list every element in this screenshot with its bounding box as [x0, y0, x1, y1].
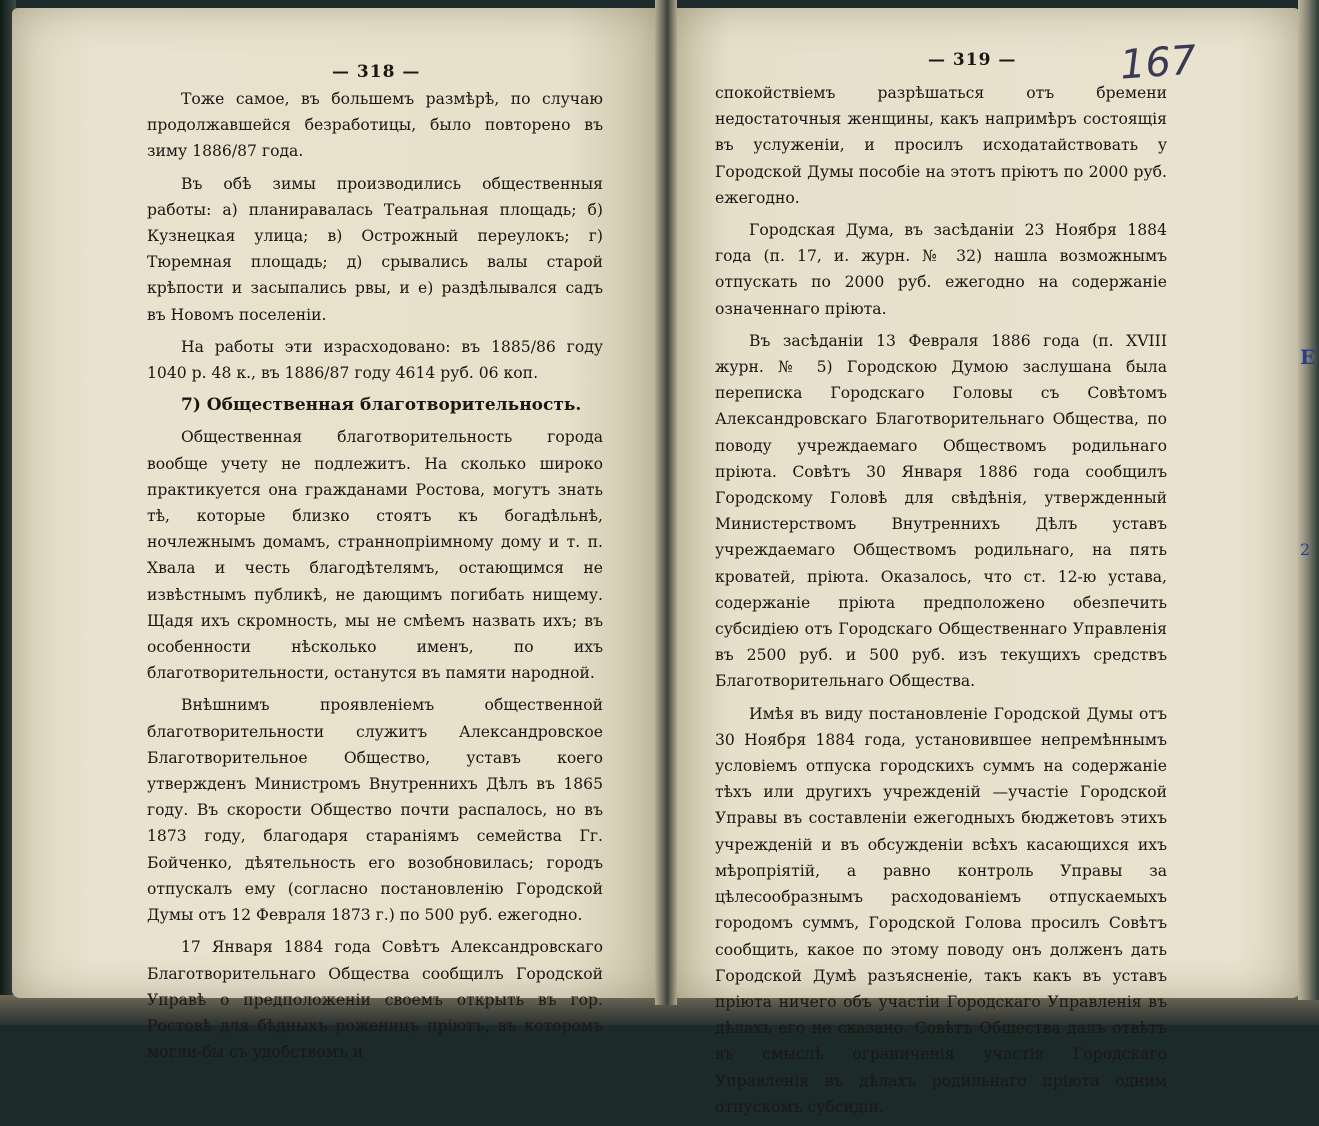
- paragraph: 17 Января 1884 года Совѣтъ Александровскаго Благотворительнаго Общества сообщилъ Городской Управѣ о предположеніи своемъ открыть въ гор. Ростовѣ для бѣдныхъ роженицъ пріютъ, въ которомъ могли-бы съ удобствомъ и: [147, 938, 603, 1062]
- page-edge-mark-2: 2: [1300, 540, 1311, 559]
- paragraph: Въ засѣданіи 13 Февраля 1886 года (п. XVIII журн. № 5) Городскою Думою заслушана была переписка Городскаго Головы съ Совѣтомъ Александровскаго Благотворительнаго Общества, по поводу учреждаемаго Обществомъ родильнаго пріюта. Совѣтъ 30 Января 1886 года сообщилъ Городскому Головѣ для свѣдѣнія, утвержденный Министерствомъ Внутреннихъ Дѣлъ уставъ учреждаемаго Обществомъ родильнаго, на пять кроватей, пріюта. Оказалось, что ст. 12-ю устава, содержаніе пріюта предположено обезпечить субсидіею отъ Городскаго Общественнаго Управленія въ 2500 руб. и 500 руб. изъ текущихъ средствъ Благотворительнаго Общества.: [715, 331, 1167, 691]
- paragraph: Имѣя въ виду постановленіе Городской Думы отъ 30 Ноября 1884 года, установившее непремѣннымъ условіемъ отпуска городскихъ суммъ на содержаніе тѣхъ или другихъ учрежденій —участіе Городской Управы въ составленіи ежегодныхъ бюджетовъ этихъ учрежденій и въ обсужденіи всѣхъ касающихся ихъ мѣропріятій, а равно контроль Управы за цѣлесообразнымъ расходованіемъ отпускаемыхъ городомъ суммъ, Городской Голова просилъ Совѣтъ сообщить, какое по этому поводу онъ долженъ дать Городской Думѣ разъясненіе, такъ какъ въ уставъ пріюта ничего объ участіи Городскаго Управленія въ дѣлахъ его не сказано. Совѣтъ Общества далъ отвѣтъ въ смыслѣ ограниченія участія Городскаго Управленія въ дѣлахъ родильнаго пріюта одним отпускомъ субсидіи.: [715, 704, 1167, 1116]
- section-heading: 7) Общественная благотворительность.: [181, 395, 582, 416]
- page-edge-mark: Е: [1300, 345, 1316, 369]
- paragraph: Внѣшнимъ проявленіемъ общественной благотворительности служитъ Александровское Благотворительное Общество, уставъ коего утвержденъ Министромъ Внутреннихъ Дѣлъ въ 1865 году. Въ скорости Общество почти распалось, но въ 1873 году, благодаря стараніямъ семейства Гг. Бойченко, дѣятельность его возобновилась; городъ отпускалъ ему (согласно постановленію Городской Думы отъ 12 Февраля 1873 г.) по 500 руб. ежегодно.: [147, 696, 603, 925]
- page-number-right: — 319 —: [928, 50, 1017, 70]
- handwritten-folio-number: 167: [1118, 37, 1198, 89]
- right-page-text: [715, 80, 1167, 1126]
- book-gutter: [655, 0, 677, 1005]
- paragraph: Тоже самое, въ большемъ размѣрѣ, по случаю продолжавшейся безработицы, было повторено въ зиму 1886/87 года.: [147, 90, 603, 161]
- paragraph: спокойствіемъ разрѣшаться отъ бремени недостаточныя женщины, какъ напримѣръ состоящія въ услуженіи, и просилъ исходатайствовать у Городской Думы пособіе на этотъ пріютъ по 2000 руб. ежегодно.: [715, 84, 1167, 207]
- paragraph: Городская Дума, въ засѣданіи 23 Ноября 1884 года (п. 17, и. журн. № 32) нашла возможнымъ отпускать по 2000 руб. ежегодно на содержаніе означеннаго пріюта.: [715, 221, 1167, 318]
- paragraph: На работы эти израсходовано: въ 1885/86 году 1040 р. 48 к., въ 1886/87 году 4614 руб. 06 коп.: [147, 337, 603, 383]
- paragraph: Общественная благотворительность города вообще учету не подлежитъ. На сколько широко практикуется она гражданами Ростова, могутъ знать тѣ, которые близко стоятъ къ богадѣльнѣ, ночлежнымъ домамъ, страннопріимному дому и т. п. Хвала и честь благодѣтелямъ, остающимся не извѣстнымъ публикѣ, не дающимъ погибать нищему. Щадя ихъ скромность, мы не смѣемъ назвать ихъ; въ особенности нѣсколько именъ, по ихъ благотворительности, останутся въ памяти народной.: [147, 428, 603, 683]
- paragraph: Въ обѣ зимы производились общественныя работы: а) планиравалась Театральная площадь; б) Кузнецкая улица; в) Острожный переулокъ; г) Тюремная площадь; д) срывались валы старой крѣпости и засыпались рвы, и е) раздѣлывался садъ въ Новомъ поселеніи.: [147, 174, 603, 324]
- left-page-text: [147, 86, 603, 1071]
- book-right-edge: [1298, 0, 1319, 1000]
- page-number-left: — 318 —: [332, 62, 421, 82]
